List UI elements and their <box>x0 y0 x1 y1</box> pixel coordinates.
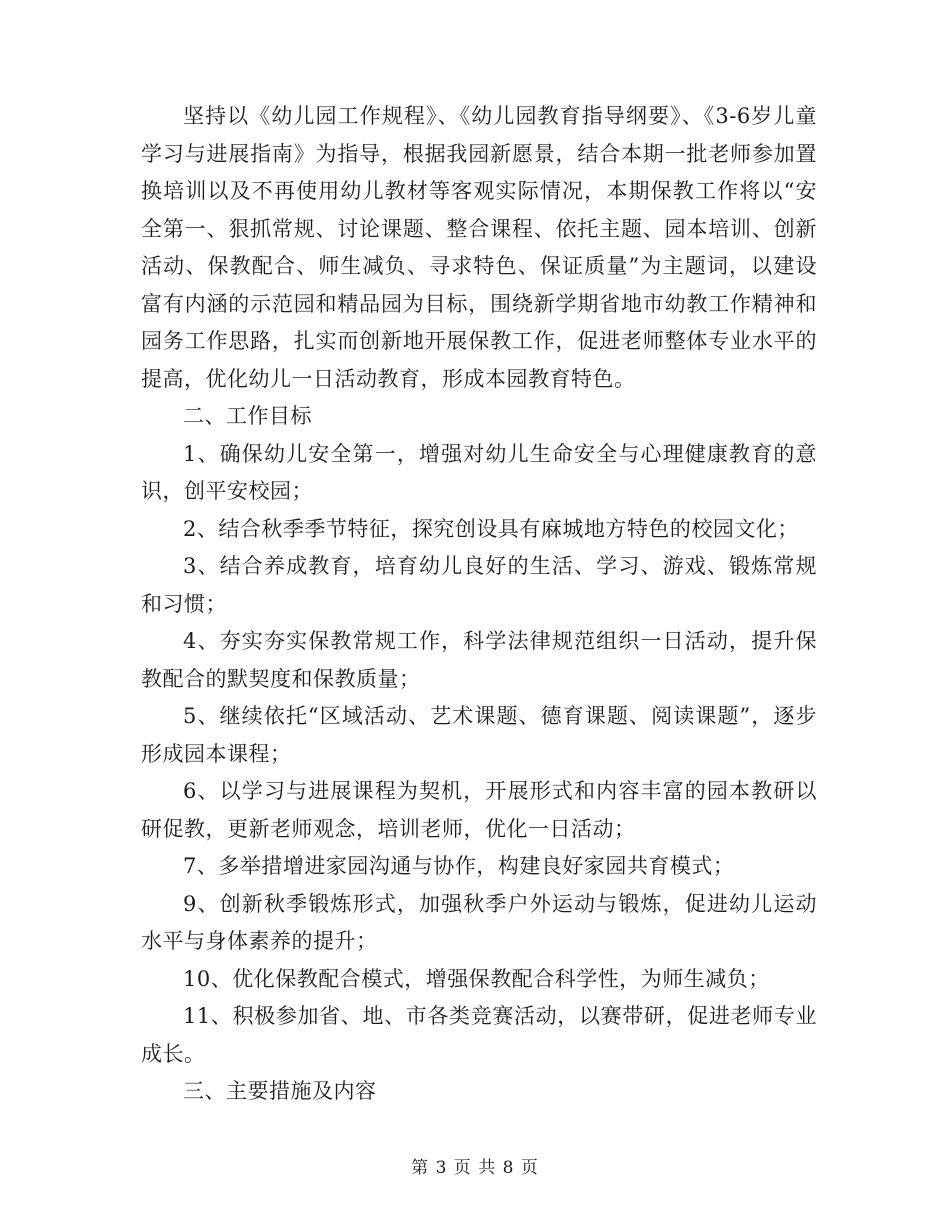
goal-item-4: 4、夯实夯实保教常规工作，科学法律规范组织一日活动，提升保教配合的默契度和保教质量； <box>141 629 817 691</box>
page-number-footer: 第 3 页 共 8 页 <box>411 1158 539 1178</box>
goal-item-5: 5、继续依托“区域活动、艺术课题、德育课题、阅读课题”，逐步形成园本课程； <box>141 704 817 766</box>
goal-item-3: 3、结合养成教育，培育幼儿良好的生活、学习、游戏、锻炼常规和习惯； <box>141 554 817 616</box>
goal-item-7: 7、多举措增进家园沟通与协作，构建良好家园共育模式； <box>183 854 735 878</box>
body-text <box>141 98 817 1111</box>
intro-paragraph: 坚持以《幼儿园工作规程》、《幼儿园教育指导纲要》、《3-6岁儿童学习与进展指南》为指导，根据我园新愿景，结合本期一批老师参加置换培训以及不再使用幼儿教材等客观实际情况，本期保教工作将以“安全第一、狠抓常规、讨论课题、整合课程、依托主题、园本培训、创新活动、保教配合、师生减负、寻求特色、保证质量”为主题词，以建设富有内涵的示范园和精品园为目标，围绕新学期省地市幼教工作精神和园务工作思路，扎实而创新地开展保教工作，促进老师整体专业水平的提高，优化幼儿一日活动教育，形成本园教育特色。 <box>141 104 817 391</box>
section-heading-measures: 三、主要措施及内容 <box>183 1079 377 1103</box>
goal-item-1: 1、确保幼儿安全第一，增强对幼儿生命安全与心理健康教育的意识，创平安校园； <box>141 441 817 503</box>
goal-item-9: 9、创新秋季锻炼形式，加强秋季户外运动与锻炼，促进幼儿运动水平与身体素养的提升； <box>141 891 817 953</box>
goal-item-10: 10、优化保教配合模式，增强保教配合科学性，为师生减负； <box>183 966 770 991</box>
section-heading-goals: 二、工作目标 <box>183 404 312 428</box>
goal-item-6: 6、以学习与进展课程为契机，开展形式和内容丰富的园本教研以研促教，更新老师观念，培训老师，优化一日活动； <box>141 779 817 841</box>
goal-item-11: 11、积极参加省、地、市各类竞赛活动，以赛带研，促进老师专业成长。 <box>141 1004 817 1066</box>
goal-item-2: 2、结合秋季季节特征，探究创设具有麻城地方特色的校园文化； <box>183 516 799 541</box>
